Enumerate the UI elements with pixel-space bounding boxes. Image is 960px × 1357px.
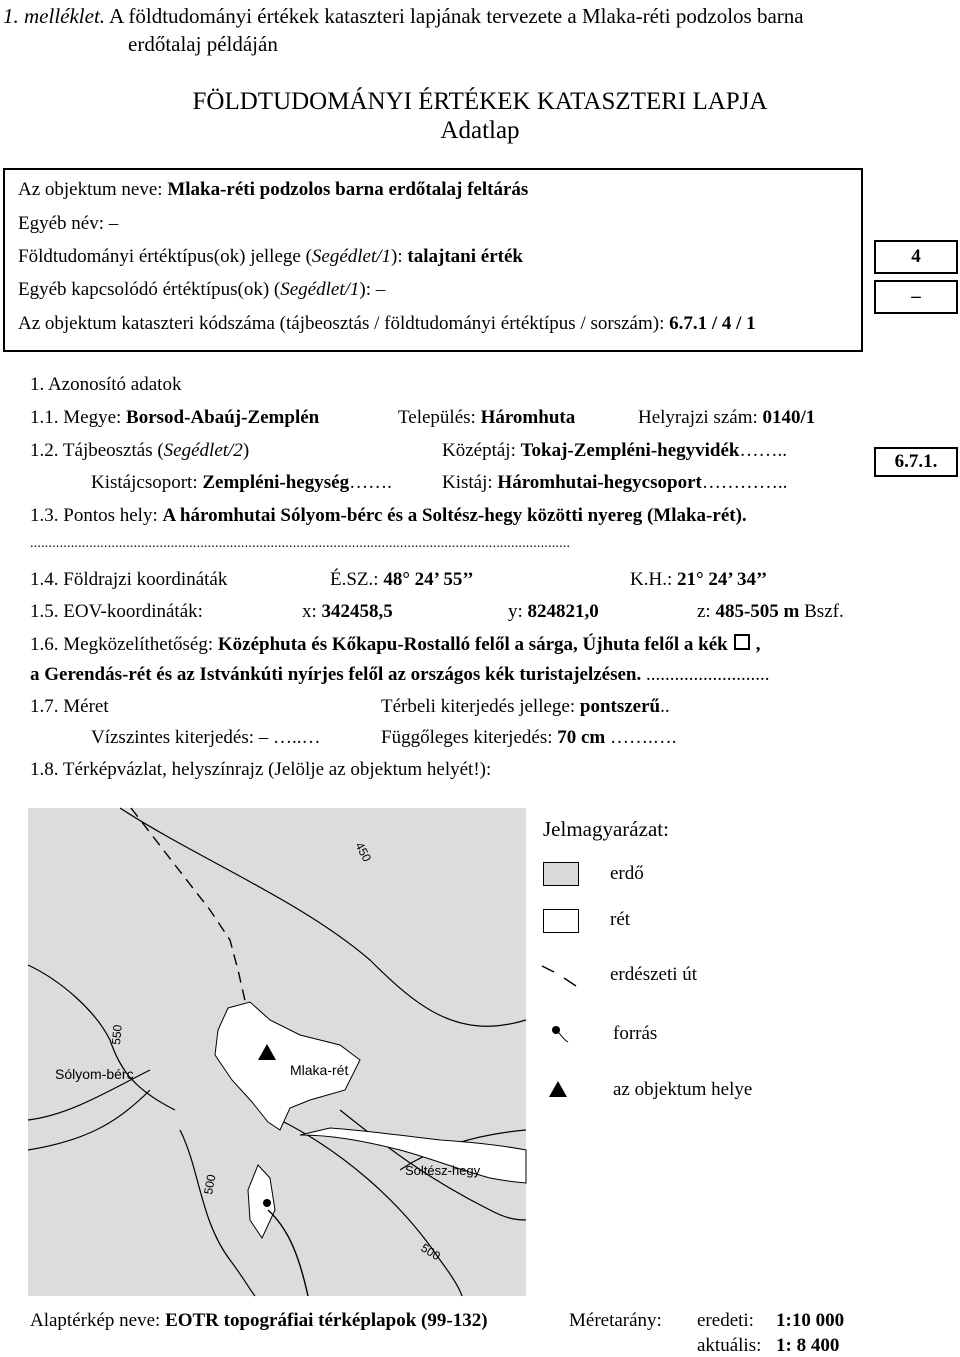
legend-forest-swatch — [543, 862, 579, 886]
place-mlaka-ret: Mlaka-rét — [290, 1062, 349, 1078]
eov-y: 824821,0 — [527, 601, 599, 622]
longitude: 21° 24’ 34’’ — [676, 569, 768, 590]
caption-text: A földtudományi értékek kataszteri lapjának tervezete a Mlaka-réti podzolos barna — [105, 4, 804, 28]
sketch-map — [0, 790, 530, 1300]
other-code: – — [911, 286, 921, 307]
legend-object: az objektum helye — [613, 1079, 753, 1100]
legend-spring: forrás — [613, 1023, 658, 1044]
object-name-label: Az objektum neve: — [18, 179, 168, 200]
scale-label: Méretarány: — [569, 1310, 662, 1331]
type-code: 4 — [911, 246, 921, 267]
eov-x-field: x: 342458,5 — [302, 601, 393, 622]
contour-label-500-b: 500 — [418, 1240, 443, 1264]
subregion-field: Kistájcsoport: Zempléni-hegység……. — [91, 472, 392, 493]
row-1-6: 1.6. Megközelíthetőség: Középhuta és Kőkapu-Rostalló felől a sárga, Újhuta felől a kék , — [30, 634, 761, 655]
legend-road: erdészeti út — [610, 964, 698, 985]
object-name-row — [18, 179, 528, 201]
current-scale: 1: 8 400 — [776, 1335, 840, 1356]
access-line-1: Középhuta és Kőkapu-Rostalló felől a sárga, Újhuta felől a kék — [217, 634, 728, 655]
legend-title: Jelmagyarázat: — [543, 817, 669, 841]
row-1-5: 1.5. EOV-koordináták: — [30, 601, 203, 622]
value-type-row: Földtudományi értéktípus(ok) jellege (Segédlet/1): talajtani érték — [18, 246, 523, 267]
latitude: 48° 24’ 55’’ — [383, 569, 474, 590]
section-heading: 1. Azonosító adatok — [30, 374, 182, 395]
original-scale: 1:10 000 — [776, 1310, 845, 1331]
vertical-extent: 70 cm — [557, 727, 606, 748]
blue-trail-square-icon — [734, 634, 750, 650]
row-1-2: 1.2. Tájbeosztás (Segédlet/2) — [30, 440, 250, 461]
object-name-value: Mlaka-réti podzolos barna erdőtalaj feltárás — [167, 179, 529, 200]
latitude-field: É.SZ.: 48° 24’ 55’’ — [330, 569, 474, 590]
row-1-7: 1.7. Méret — [30, 696, 109, 717]
horizontal-extent: Vízszintes kiterjedés: – …..… — [91, 727, 321, 748]
legend-meadow-swatch — [543, 909, 579, 933]
other-name-row: Egyéb név: – — [18, 213, 119, 234]
contour-label-450: 450 — [352, 839, 375, 865]
legend-object-icon — [548, 1080, 568, 1098]
eov-y-field: y: 824821,0 — [508, 601, 599, 622]
subregion: Zempléni-hegység — [202, 472, 350, 493]
code-value: 6.7.1 / 4 / 1 — [669, 313, 756, 334]
eov-z: 485-505 m — [715, 601, 800, 622]
original-scale-label: eredeti: — [697, 1310, 754, 1331]
legend-meadow: rét — [610, 909, 631, 930]
page-subtitle: Adatlap — [440, 117, 520, 144]
value-type-value: talajtani érték — [407, 246, 523, 267]
county: Borsod-Abaúj-Zemplén — [126, 407, 320, 428]
legend-spring-icon — [550, 1022, 574, 1046]
type-code-box — [874, 240, 958, 274]
other-type-row: Egyéb kapcsolódó értéktípus(ok) (Segédlet/1): – — [18, 279, 386, 300]
contour-label-550: 550 — [109, 1024, 125, 1046]
microregion: Háromhutai-hegycsoport — [497, 472, 702, 493]
annex-label: 1. melléklet. — [3, 4, 106, 28]
eov-x: 342458,5 — [321, 601, 393, 622]
other-code-box — [874, 280, 958, 314]
page-title: FÖLDTUDOMÁNYI ÉRTÉKEK KATASZTERI LAPJA — [192, 88, 768, 115]
microregion-field: Kistáj: Háromhutai-hegycsoport………….. — [442, 472, 788, 493]
current-scale-label: aktuális: — [697, 1335, 762, 1356]
legend-forest: erdő — [610, 863, 644, 884]
row-1-1: 1.1. Megye: Borsod-Abaúj-Zemplén — [30, 407, 320, 428]
spring-marker-icon — [263, 1199, 271, 1207]
vertical-extent-field: Függőleges kiterjedés: 70 cm …….…. — [381, 727, 677, 748]
access-row-2: a Gerendás-rét és az Istvánkúti nyírjes felől az országos kék turistajelzésen. .......................... — [30, 664, 770, 685]
basemap-name: EOTR topográfiai térképlapok (99-132) — [165, 1310, 488, 1331]
place-soltesz-hegy: Soltész-hegy — [405, 1163, 481, 1178]
lot-number: 0140/1 — [762, 407, 816, 428]
spatial-extent: pontszerű — [579, 696, 661, 717]
contour-label-500-a: 500 — [201, 1173, 219, 1196]
lot-field: Helyrajzi szám: 0140/1 — [638, 407, 816, 428]
caption-line-1 — [3, 4, 804, 29]
row-1-8: 1.8. Térképvázlat, helyszínrajz (Jelölje az objektum helyét!): — [30, 759, 492, 780]
longitude-field: K.H.: 21° 24’ 34’’ — [630, 569, 768, 590]
exact-place: A háromhutai Sólyom-bérc és a Soltész-hegy közötti nyereg (Mlaka-rét). — [162, 505, 747, 526]
place-solyom-berc: Sólyom-bérc — [55, 1066, 134, 1082]
dotted-line: .................................................................................................................................................. — [30, 536, 571, 551]
region-code-box — [874, 447, 958, 477]
settlement: Háromhuta — [480, 407, 576, 428]
region-code: 6.7.1. — [894, 451, 938, 472]
settlement-field: Település: Háromhuta — [398, 407, 576, 428]
code-row: Az objektum kataszteri kódszáma (tájbeosztás / földtudományi értéktípus / sorszám): 6.7.1 / 4 / 1 — [18, 313, 756, 334]
row-1-3: 1.3. Pontos hely: A háromhutai Sólyom-bérc és a Soltész-hegy közötti nyereg (Mlaka-rét). — [30, 505, 747, 526]
legend-road-icon — [540, 962, 580, 990]
access-line-2: a Gerendás-rét és az Istvánkúti nyírjes felől az országos kék turistajelzésen. — [30, 664, 642, 685]
spatial-field: Térbeli kiterjedés jellege: pontszerű.. — [381, 696, 670, 717]
midregion: Tokaj-Zempléni-hegyvidék — [520, 440, 740, 461]
row-1-4: 1.4. Földrajzi koordináták — [30, 569, 228, 590]
eov-z-field: z: 485-505 m Bszf. — [697, 601, 844, 622]
caption-line-2: erdőtalaj példáján — [128, 32, 278, 56]
basemap-field: Alaptérkép neve: EOTR topográfiai térképlapok (99-132) — [30, 1310, 488, 1331]
midregion-field: Középtáj: Tokaj-Zempléni-hegyvidék…….. — [442, 440, 787, 461]
